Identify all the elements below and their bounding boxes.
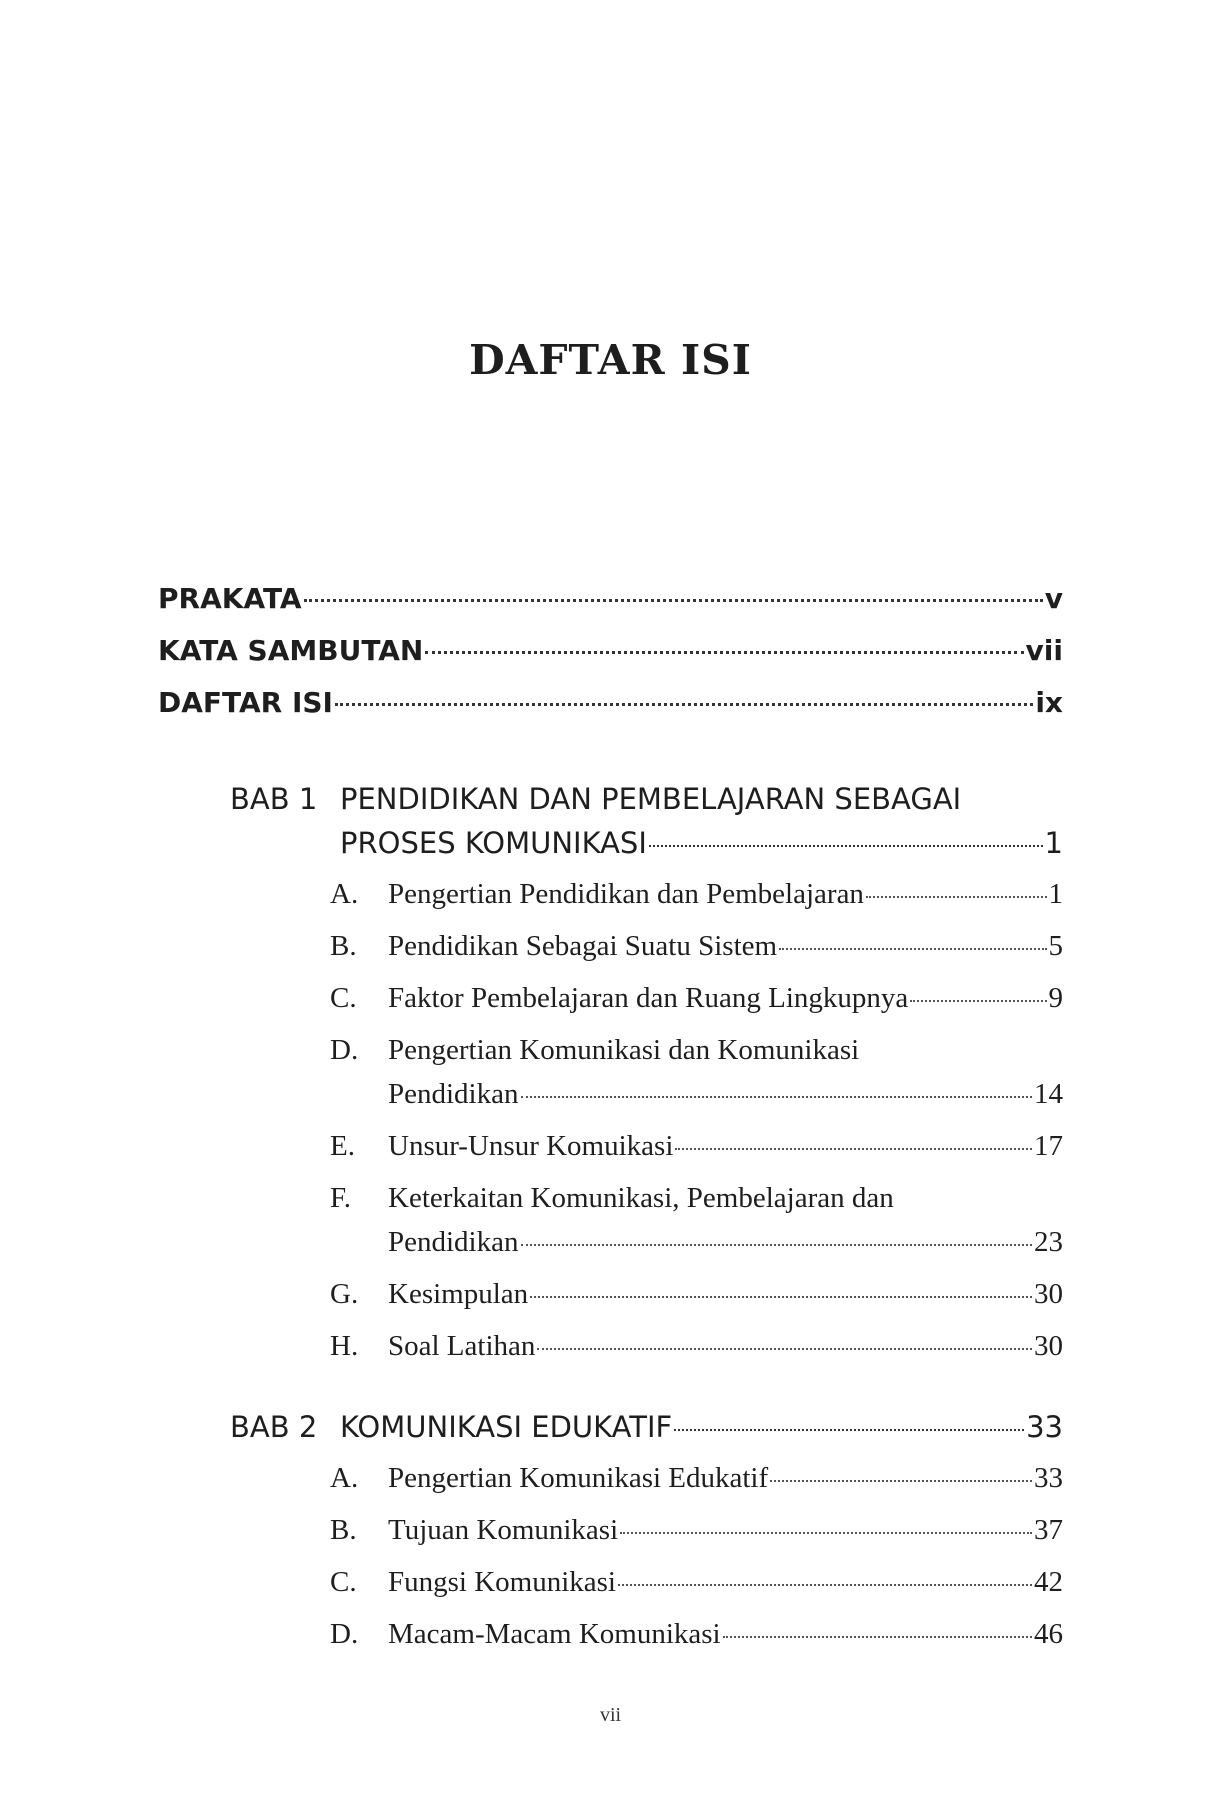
section-entry[interactable] <box>388 1078 1063 1111</box>
section-entry[interactable] <box>388 1462 1063 1495</box>
section-page: 14 <box>1034 1078 1063 1110</box>
dot-leader <box>674 1429 1024 1431</box>
section-title: Unsur-Unsur Komuikasi <box>388 1130 674 1162</box>
chapter-page: 33 <box>1026 1410 1063 1444</box>
chapter-title-line2: PROSES KOMUNIKASI <box>340 826 647 860</box>
chapter-title-line1: PENDIDIKAN DAN PEMBELAJARAN SEBAGAI <box>340 782 962 816</box>
toc-entry-page: ix <box>1035 686 1063 719</box>
section-letter: G. <box>330 1278 359 1310</box>
section-title-line1: Pengertian Komunikasi dan Komunikasi <box>388 1034 860 1066</box>
section-letter: F. <box>330 1182 352 1214</box>
dot-leader <box>618 1584 1032 1586</box>
dot-leader <box>723 1636 1032 1638</box>
section-entry[interactable] <box>388 1130 1063 1163</box>
section-entry[interactable] <box>388 1330 1063 1363</box>
section-letter: C. <box>330 982 357 1014</box>
dot-leader <box>335 703 1033 706</box>
dot-leader <box>675 1148 1032 1150</box>
dot-leader <box>521 1244 1033 1246</box>
section-title: Pendidikan Sebagai Suatu Sistem <box>388 930 778 962</box>
dot-leader <box>530 1296 1032 1298</box>
toc-entry-kata-sambutan[interactable] <box>158 634 1063 667</box>
section-title: Fungsi Komunikasi <box>388 1566 616 1598</box>
chapter-title: KOMUNIKASI EDUKATIF <box>340 1410 673 1444</box>
section-letter: D. <box>330 1034 359 1066</box>
chapter-title-row <box>340 1410 1063 1444</box>
section-entry[interactable] <box>388 1618 1063 1651</box>
section-title: Pengertian Pendidikan dan Pembelajaran <box>388 878 864 910</box>
section-page: 30 <box>1034 1330 1063 1362</box>
dot-leader <box>779 948 1046 950</box>
section-letter: B. <box>330 1514 357 1546</box>
section-entry[interactable] <box>388 878 1063 911</box>
section-title: Kesimpulan <box>388 1278 529 1310</box>
section-letter: B. <box>330 930 357 962</box>
chapter-page: 1 <box>1044 826 1063 860</box>
toc-entry-label: PRAKATA <box>158 582 302 615</box>
section-entry[interactable] <box>388 1226 1063 1259</box>
section-page: 17 <box>1034 1130 1063 1162</box>
section-entry[interactable] <box>388 982 1063 1015</box>
section-title: Macam-Macam Komunikasi <box>388 1618 721 1650</box>
section-entry[interactable] <box>388 930 1063 963</box>
section-page: 42 <box>1034 1566 1063 1598</box>
section-entry[interactable] <box>388 1566 1063 1599</box>
toc-entry-label: DAFTAR ISI <box>158 686 333 719</box>
section-page: 5 <box>1048 930 1063 962</box>
section-title: Faktor Pembelajaran dan Ruang Lingkupnya <box>388 982 909 1014</box>
section-page: 23 <box>1034 1226 1063 1258</box>
dot-leader <box>649 845 1043 847</box>
page-title: DAFTAR ISI <box>469 336 752 384</box>
dot-leader <box>620 1532 1032 1534</box>
chapter-title-row <box>340 826 1063 860</box>
section-page: 30 <box>1034 1278 1063 1310</box>
toc-entry-page: v <box>1044 582 1063 615</box>
section-title: Soal Latihan <box>388 1330 536 1362</box>
section-letter: C. <box>330 1566 357 1598</box>
toc-entry-label: KATA SAMBUTAN <box>158 634 424 667</box>
chapter-label: BAB 1 <box>230 782 318 816</box>
section-page: 9 <box>1048 982 1063 1014</box>
section-title-line2: Pendidikan <box>388 1226 519 1258</box>
section-letter: E. <box>330 1130 355 1162</box>
dot-leader <box>770 1480 1032 1482</box>
toc-entry-daftar-isi[interactable] <box>158 686 1063 719</box>
dot-leader <box>304 599 1043 602</box>
section-page: 33 <box>1034 1462 1063 1494</box>
page-number: vii <box>599 1704 622 1726</box>
section-letter: D. <box>330 1618 359 1650</box>
dot-leader <box>910 1000 1046 1002</box>
section-letter: A. <box>330 1462 359 1494</box>
section-entry[interactable] <box>388 1278 1063 1311</box>
section-title: Tujuan Komunikasi <box>388 1514 619 1546</box>
section-entry[interactable] <box>388 1514 1063 1547</box>
section-letter: A. <box>330 878 359 910</box>
section-page: 1 <box>1048 878 1063 910</box>
dot-leader <box>521 1096 1033 1098</box>
section-page: 46 <box>1034 1618 1063 1650</box>
dot-leader <box>866 896 1047 898</box>
section-page: 37 <box>1034 1514 1063 1546</box>
section-title: Pengertian Komunikasi Edukatif <box>388 1462 769 1494</box>
toc-entry-prakata[interactable] <box>158 582 1063 615</box>
chapter-label: BAB 2 <box>230 1410 318 1444</box>
toc-entry-page: vii <box>1025 634 1063 667</box>
section-title-line2: Pendidikan <box>388 1078 519 1110</box>
dot-leader <box>425 651 1023 654</box>
dot-leader <box>537 1348 1032 1350</box>
section-title-line1: Keterkaitan Komunikasi, Pembelajaran dan <box>388 1182 894 1214</box>
section-letter: H. <box>330 1330 359 1362</box>
